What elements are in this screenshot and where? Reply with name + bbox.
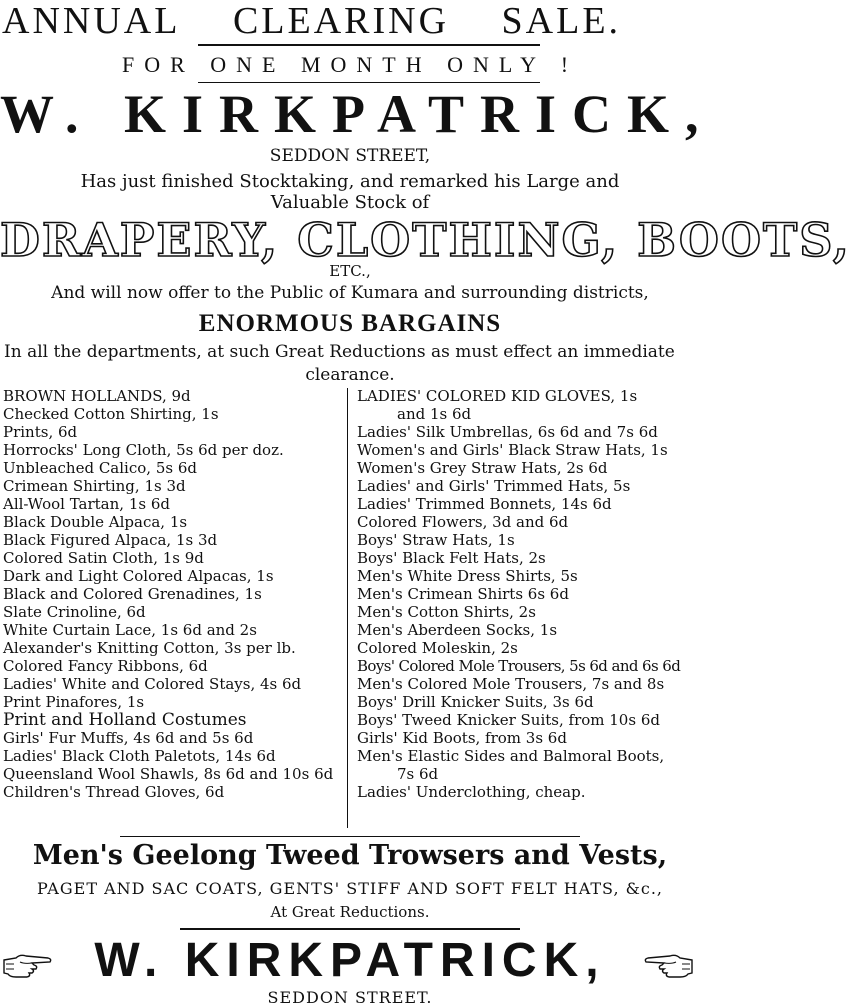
bargains-heading: ENORMOUS BARGAINS xyxy=(198,310,502,337)
intro-line-1: Has just finished Stocktaking, and remarked his Large and xyxy=(80,171,620,192)
list-item: Black Figured Alpaca, 1s 3d xyxy=(3,531,218,549)
list-item: Men's Crimean Shirts 6s 6d xyxy=(357,585,569,603)
list-item: Queensland Wool Shawls, 8s 6d and 10s 6d xyxy=(3,765,334,783)
list-item: Ladies' Trimmed Bonnets, 14s 6d xyxy=(357,495,612,513)
title-word-sale: SALE. xyxy=(501,0,622,42)
list-item: Girls' Kid Boots, from 3s 6d xyxy=(357,729,567,747)
list-item: Print and Holland Costumes xyxy=(3,710,247,730)
list-item: LADIES' COLORED KID GLOVES, 1s xyxy=(357,387,638,405)
list-item: White Curtain Lace, 1s 6d and 2s xyxy=(3,621,257,639)
reductions-note: At Great Reductions. xyxy=(270,903,430,921)
list-item: Print Pinafores, 1s xyxy=(3,693,145,711)
list-item: Colored Moleskin, 2s xyxy=(357,639,518,657)
list-item: Men's Cotton Shirts, 2s xyxy=(357,603,536,621)
etc-line: ETC., xyxy=(329,262,371,280)
list-item: Colored Satin Cloth, 1s 9d xyxy=(3,549,204,567)
divider-rule xyxy=(120,836,580,837)
list-item: Girls' Fur Muffs, 4s 6d and 5s 6d xyxy=(3,729,254,747)
list-item: Boys' Tweed Knicker Suits, from 10s 6d xyxy=(357,711,660,729)
pointing-hand-left-icon xyxy=(642,948,694,982)
list-item: 7s 6d xyxy=(397,765,439,783)
list-item: and 1s 6d xyxy=(397,405,472,423)
divider-rule xyxy=(180,928,520,930)
trowsers-heading: Men's Geelong Tweed Trowsers and Vests, xyxy=(32,840,668,871)
column-divider xyxy=(347,388,348,828)
list-item: Boys' Drill Knicker Suits, 3s 6d xyxy=(357,693,594,711)
list-item: Colored Flowers, 3d and 6d xyxy=(357,513,569,531)
stock-types-heading: DRAPERY, CLOTHING, BOOTS, xyxy=(0,213,851,267)
list-item: All-Wool Tartan, 1s 6d xyxy=(3,495,170,513)
list-item: Men's White Dress Shirts, 5s xyxy=(357,567,578,585)
list-item: Ladies' and Girls' Trimmed Hats, 5s xyxy=(357,477,631,495)
coats-line: PAGET AND SAC COATS, GENTS' STIFF AND SOFT FELT HATS, &c., xyxy=(37,879,663,898)
list-item: Crimean Shirting, 1s 3d xyxy=(3,477,186,495)
list-item: Unbleached Calico, 5s 6d xyxy=(3,459,197,477)
divider-rule xyxy=(198,82,540,83)
list-item: Slate Crinoline, 6d xyxy=(3,603,146,621)
list-item: Men's Colored Mole Trousers, 7s and 8s xyxy=(357,675,665,693)
list-item: Black and Colored Grenadines, 1s xyxy=(3,585,262,603)
merchant-name: W. KIRKPATRICK, xyxy=(0,84,715,144)
left-price-list xyxy=(3,387,345,801)
list-item: Ladies' Silk Umbrellas, 6s 6d and 7s 6d xyxy=(357,423,658,441)
list-item: Colored Fancy Ribbons, 6d xyxy=(3,657,208,675)
street-line: SEDDON STREET, xyxy=(269,146,431,166)
intro-line-2: Valuable Stock of xyxy=(270,192,430,213)
subtitle: FOR ONE MONTH ONLY ! xyxy=(121,52,579,77)
title-word-annual: ANNUAL xyxy=(2,0,181,42)
list-item: Women's Grey Straw Hats, 2s 6d xyxy=(357,459,608,477)
footer-street: SEDDON STREET. xyxy=(267,988,433,1007)
list-item: BROWN HOLLANDS, 9d xyxy=(3,387,191,405)
list-item: Ladies' Black Cloth Paletots, 14s 6d xyxy=(3,747,276,765)
list-item: Children's Thread Gloves, 6d xyxy=(3,783,225,801)
divider-rule xyxy=(198,44,540,46)
list-item: Black Double Alpaca, 1s xyxy=(3,513,188,531)
list-item: Men's Elastic Sides and Balmoral Boots, xyxy=(357,747,665,765)
footer-merchant-name: W. KIRKPATRICK, xyxy=(94,934,606,987)
list-item: Ladies' Underclothing, cheap. xyxy=(357,783,586,801)
list-item: Prints, 6d xyxy=(3,423,78,441)
sale-title xyxy=(0,0,702,42)
list-item: Boys' Black Felt Hats, 2s xyxy=(357,549,546,567)
list-item: Horrocks' Long Cloth, 5s 6d per doz. xyxy=(3,441,284,459)
reductions-line-2: clearance. xyxy=(305,365,395,385)
reductions-line-1: In all the departments, at such Great Reductions as must effect an immediate xyxy=(4,342,675,362)
list-item: Boys' Colored Mole Trousers, 5s 6d and 6s 6d xyxy=(357,657,681,675)
right-price-list xyxy=(357,387,700,801)
list-item: Alexander's Knitting Cotton, 3s per lb. xyxy=(3,639,296,657)
list-item: Checked Cotton Shirting, 1s xyxy=(3,405,219,423)
list-item: Dark and Light Colored Alpacas, 1s xyxy=(3,567,274,585)
offer-line: And will now offer to the Public of Kumara and surrounding districts, xyxy=(51,283,649,303)
list-item: Men's Aberdeen Socks, 1s xyxy=(357,621,558,639)
list-item: Women's and Girls' Black Straw Hats, 1s xyxy=(357,441,668,459)
title-word-clearing: CLEARING xyxy=(232,0,450,42)
list-item: Boys' Straw Hats, 1s xyxy=(357,531,515,549)
list-item: Ladies' White and Colored Stays, 4s 6d xyxy=(3,675,302,693)
